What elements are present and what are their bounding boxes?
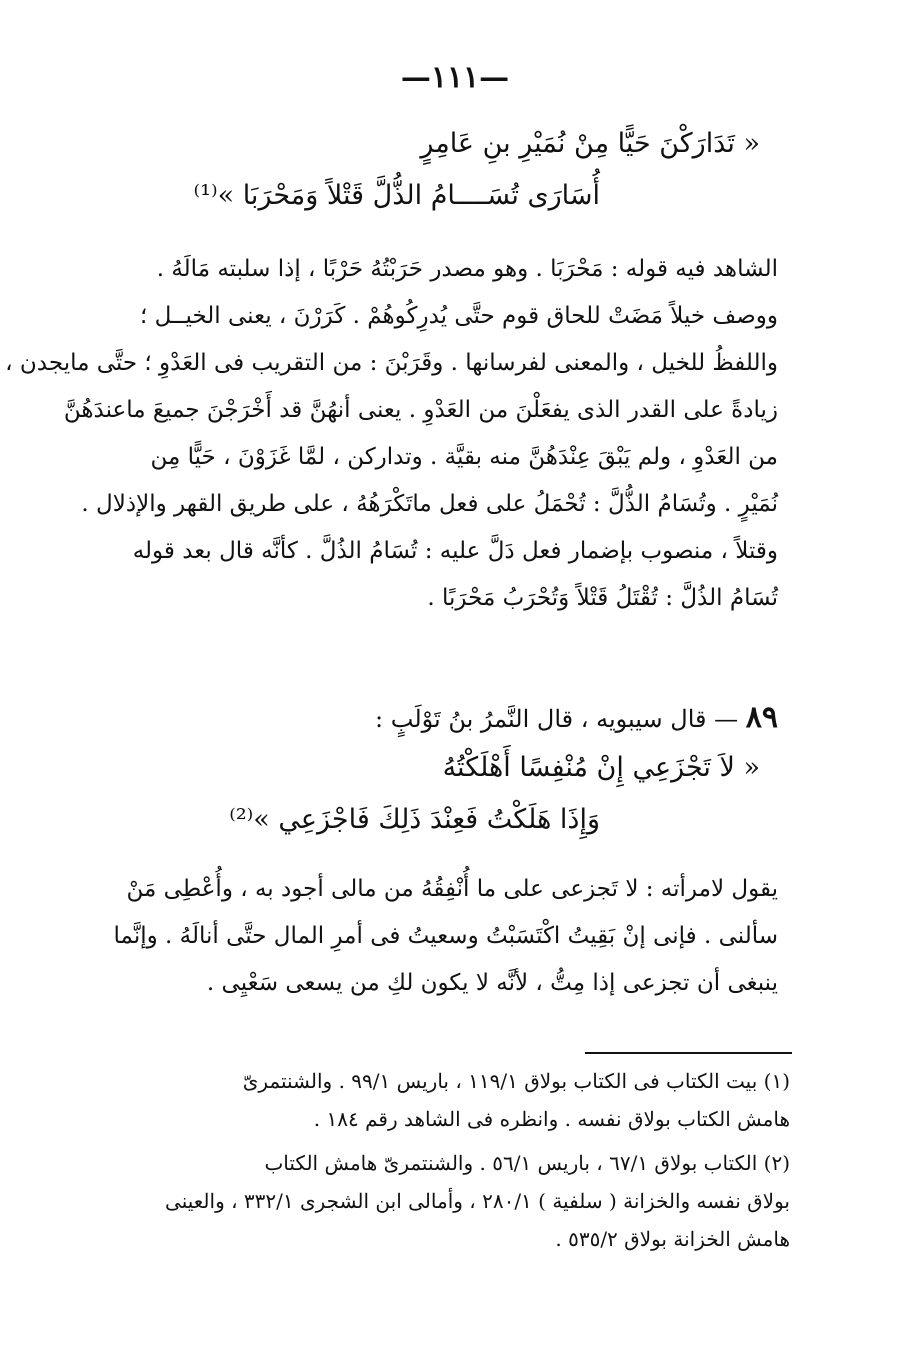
text-line: سألنى . فإنى إنْ بَقِيتُ اكْتَسَبْتُ وسعيتُ فى أمرِ المال حتَّى أنالَهُ . وإنَّما	[113, 923, 778, 949]
footnote-2-line: (٢) الكتاب بولاق ٦٧/١ ، باريس ٥٦/١ . والشنتمرىّ هامش الكتاب	[264, 1151, 790, 1175]
footnote-divider	[585, 1052, 792, 1054]
commentary-paragraph-1	[5, 246, 778, 622]
text-line: وقتلاً ، منصوب بإضمار فعل دَلَّ عليه : تُسَامُ الذُلَّ . كأنَّه قال بعد قوله	[132, 538, 778, 564]
text-line: يقول لامرأته : لا تَجزعى على ما أُنْفِقُهُ من مالى أجود به ، وأُعْطِى مَنْ	[126, 876, 778, 902]
verse-2-hemistich-1: « لاَ تَجْزَعِي إِنْ مُنْفِسًا أَهْلَكْتُهُ	[442, 752, 760, 783]
entry-text: — قال سيبويه ، قال النَّمرُ بنُ تَوْلَبٍ :	[375, 705, 746, 733]
footnote-2-line: هامش الخزانة بولاق ٥٣٥/٢ .	[555, 1227, 790, 1251]
text-line: زيادةً على القدر الذى يفعَلْنَ من العَدْوِ . يعنى أنهُنَّ قد أَخْرَجْنَ جميعَ ماعندَهُنَّ	[63, 397, 778, 423]
text-line: نُمَيْرٍ . وتُسَامُ الذُّلَّ : تُحْمَلُ على فعل ماتَكْرَهُهُ ، على طريق القهر والإذلال .	[81, 491, 778, 517]
footnote-1-line: هامش الكتاب بولاق نفسه . وانظره فى الشاهد رقم ١٨٤ .	[313, 1107, 790, 1131]
verse-1-hemistich-1: « تَدَارَكْنَ حَيًّا مِنْ نُمَيْرِ بنِ عَامِرٍ	[420, 128, 760, 159]
verse-1-hemistich-2: أُسَارَى تُسَــــامُ الذُّلَّ قَتْلاً وَمَحْرَبَا »⁽¹⁾	[193, 180, 600, 211]
text-line: واللفظُ للخيل ، والمعنى لفرسانها . وقَرَبْنَ : من التقريب فى العَدْوِ ؛ حتَّى مايجدن ،	[5, 350, 778, 376]
footnotes	[100, 1062, 790, 1258]
text-line: الشاهد فيه قوله : مَحْرَبَا . وهو مصدر حَرَبْتُهُ حَرْبًا ، إذا سلبته مَالَهُ .	[156, 256, 778, 282]
text-line: ووصف خيلاً مَضَتْ للحاق قوم حتَّى يُدرِكُوهُمْ . كَرَرْنَ ، يعنى الخيــل ؛	[139, 303, 778, 329]
entry-heading	[375, 700, 778, 735]
footnote-2-line: بولاق نفسه والخزانة ( سلفية ) ٢٨٠/١ ، وأمالى ابن الشجرى ٣٣٢/١ ، والعينى	[165, 1189, 790, 1213]
text-line: تُسَامُ الذُلَّ : تُقْتَلُ قَتْلاً وَتُحْرَبُ مَحْرَبًا .	[427, 585, 778, 611]
text-line: ينبغى أن تجزعى إذا مِتُّ ، لأنَّه لا يكون لكِ من يسعى سَعْيِى .	[206, 970, 778, 996]
footnote-1-line: (١) بيت الكتاب فى الكتاب بولاق ١١٩/١ ، باريس ٩٩/١ . والشنتمرىّ	[242, 1069, 790, 1093]
page-number: —١١١—	[400, 60, 510, 95]
commentary-paragraph-2	[98, 866, 778, 1007]
text-line: من العَدْوِ ، ولم يَبْقَ عِنْدَهُنَّ منه بقيَّة . وتداركن ، لمَّا غَزَوْنَ ، حَيًّا مِن	[150, 444, 778, 470]
verse-2-hemistich-2: وَإِذَا هَلَكْتُ فَعِنْدَ ذَلِكَ فَاجْزَعِي »⁽²⁾	[229, 804, 600, 835]
entry-number: ٨٩	[745, 700, 778, 735]
